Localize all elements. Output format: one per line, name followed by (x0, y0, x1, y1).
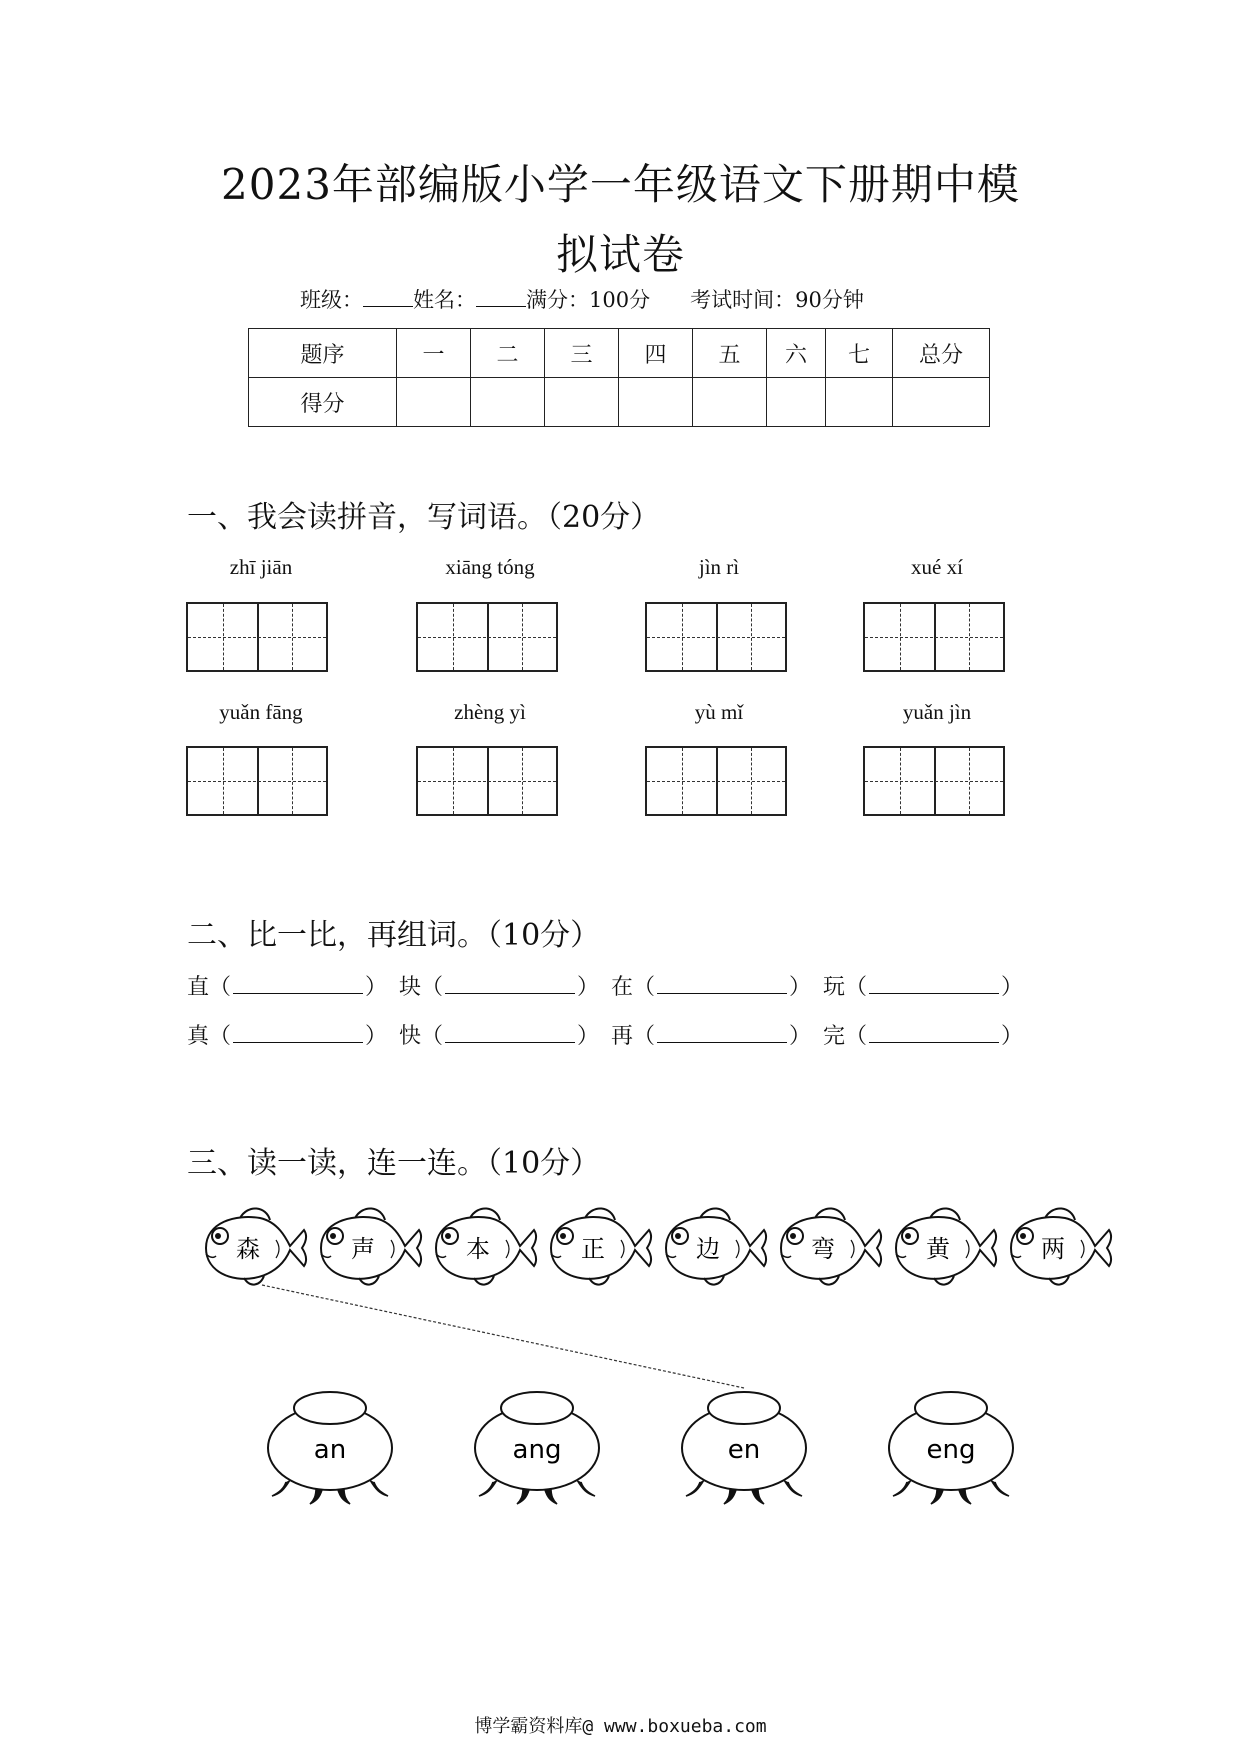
char-label: 快（ (399, 1024, 444, 1049)
char-label: 直（ (187, 975, 232, 1000)
fish-char: 森 (236, 1235, 260, 1263)
score-cell: 题序 (249, 329, 397, 378)
char-label: 再（ (611, 1024, 656, 1049)
score-cell: 二 (471, 329, 545, 378)
pinyin-label: yuǎn fāng (219, 700, 303, 724)
pinyin-label: jìn rì (698, 555, 740, 579)
pinyin-label: xiāng tóng (445, 555, 535, 579)
char-label: 完（ (823, 1024, 868, 1049)
fish-char: 弯 (811, 1235, 835, 1263)
score-row-label: 得分 (249, 378, 397, 427)
footer-watermark: 博学霸资料库@ www.boxueba.com (474, 1716, 767, 1737)
example-connection-line (262, 1285, 744, 1388)
close-paren: ） (789, 975, 812, 1000)
name-label: 姓名： (413, 288, 476, 312)
pinyin-label: yù mǐ (694, 700, 744, 724)
exam-time: 考试时间：90分钟 (690, 288, 864, 312)
pot-rhyme: ang (512, 1435, 562, 1465)
score-cell: 六 (767, 329, 826, 378)
close-paren: ） (1001, 1024, 1024, 1049)
pot-rhyme: an (313, 1435, 347, 1465)
fish-char: 本 (466, 1235, 490, 1263)
fish-char: 黄 (926, 1235, 950, 1263)
fish-char: 两 (1041, 1235, 1065, 1263)
fish-char: 声 (351, 1235, 375, 1263)
char-label: 玩（ (823, 975, 868, 1000)
close-paren: ） (1001, 975, 1024, 1000)
section2-heading: 二、比一比，再组词。（10分） (187, 918, 601, 953)
pinyin-label: yuǎn jìn (902, 700, 972, 724)
pinyin-label: zhī jiān (229, 555, 293, 579)
char-label: 真（ (187, 1024, 232, 1049)
page-title-line2: 拟试卷 (555, 230, 685, 279)
fish-char: 正 (581, 1235, 605, 1263)
score-cell: 四 (619, 329, 693, 378)
close-paren: ） (577, 1024, 600, 1049)
fish-char: 边 (696, 1235, 720, 1263)
pinyin-label: zhèng yì (454, 700, 526, 724)
pinyin-label: xué xí (911, 555, 963, 579)
class-label: 班级： (300, 288, 363, 312)
full-score: 满分：100分 (526, 288, 651, 312)
pot-rhyme: en (727, 1435, 761, 1465)
score-cell: 一 (397, 329, 471, 378)
section1-heading: 一、我会读拼音，写词语。（20分） (187, 500, 661, 535)
section3-heading: 三、读一读，连一连。（10分） (187, 1146, 601, 1181)
close-paren: ） (365, 975, 388, 1000)
score-cell: 五 (693, 329, 767, 378)
score-cell: 三 (545, 329, 619, 378)
pot-rhyme: eng (926, 1435, 976, 1465)
close-paren: ） (577, 975, 600, 1000)
score-cell: 总分 (893, 329, 990, 378)
close-paren: ） (365, 1024, 388, 1049)
close-paren: ） (789, 1024, 812, 1049)
char-label: 块（ (399, 975, 444, 1000)
score-cell: 七 (826, 329, 893, 378)
page-title-line1: 2023年部编版小学一年级语文下册期中模 (221, 160, 1020, 209)
char-label: 在（ (611, 975, 656, 1000)
